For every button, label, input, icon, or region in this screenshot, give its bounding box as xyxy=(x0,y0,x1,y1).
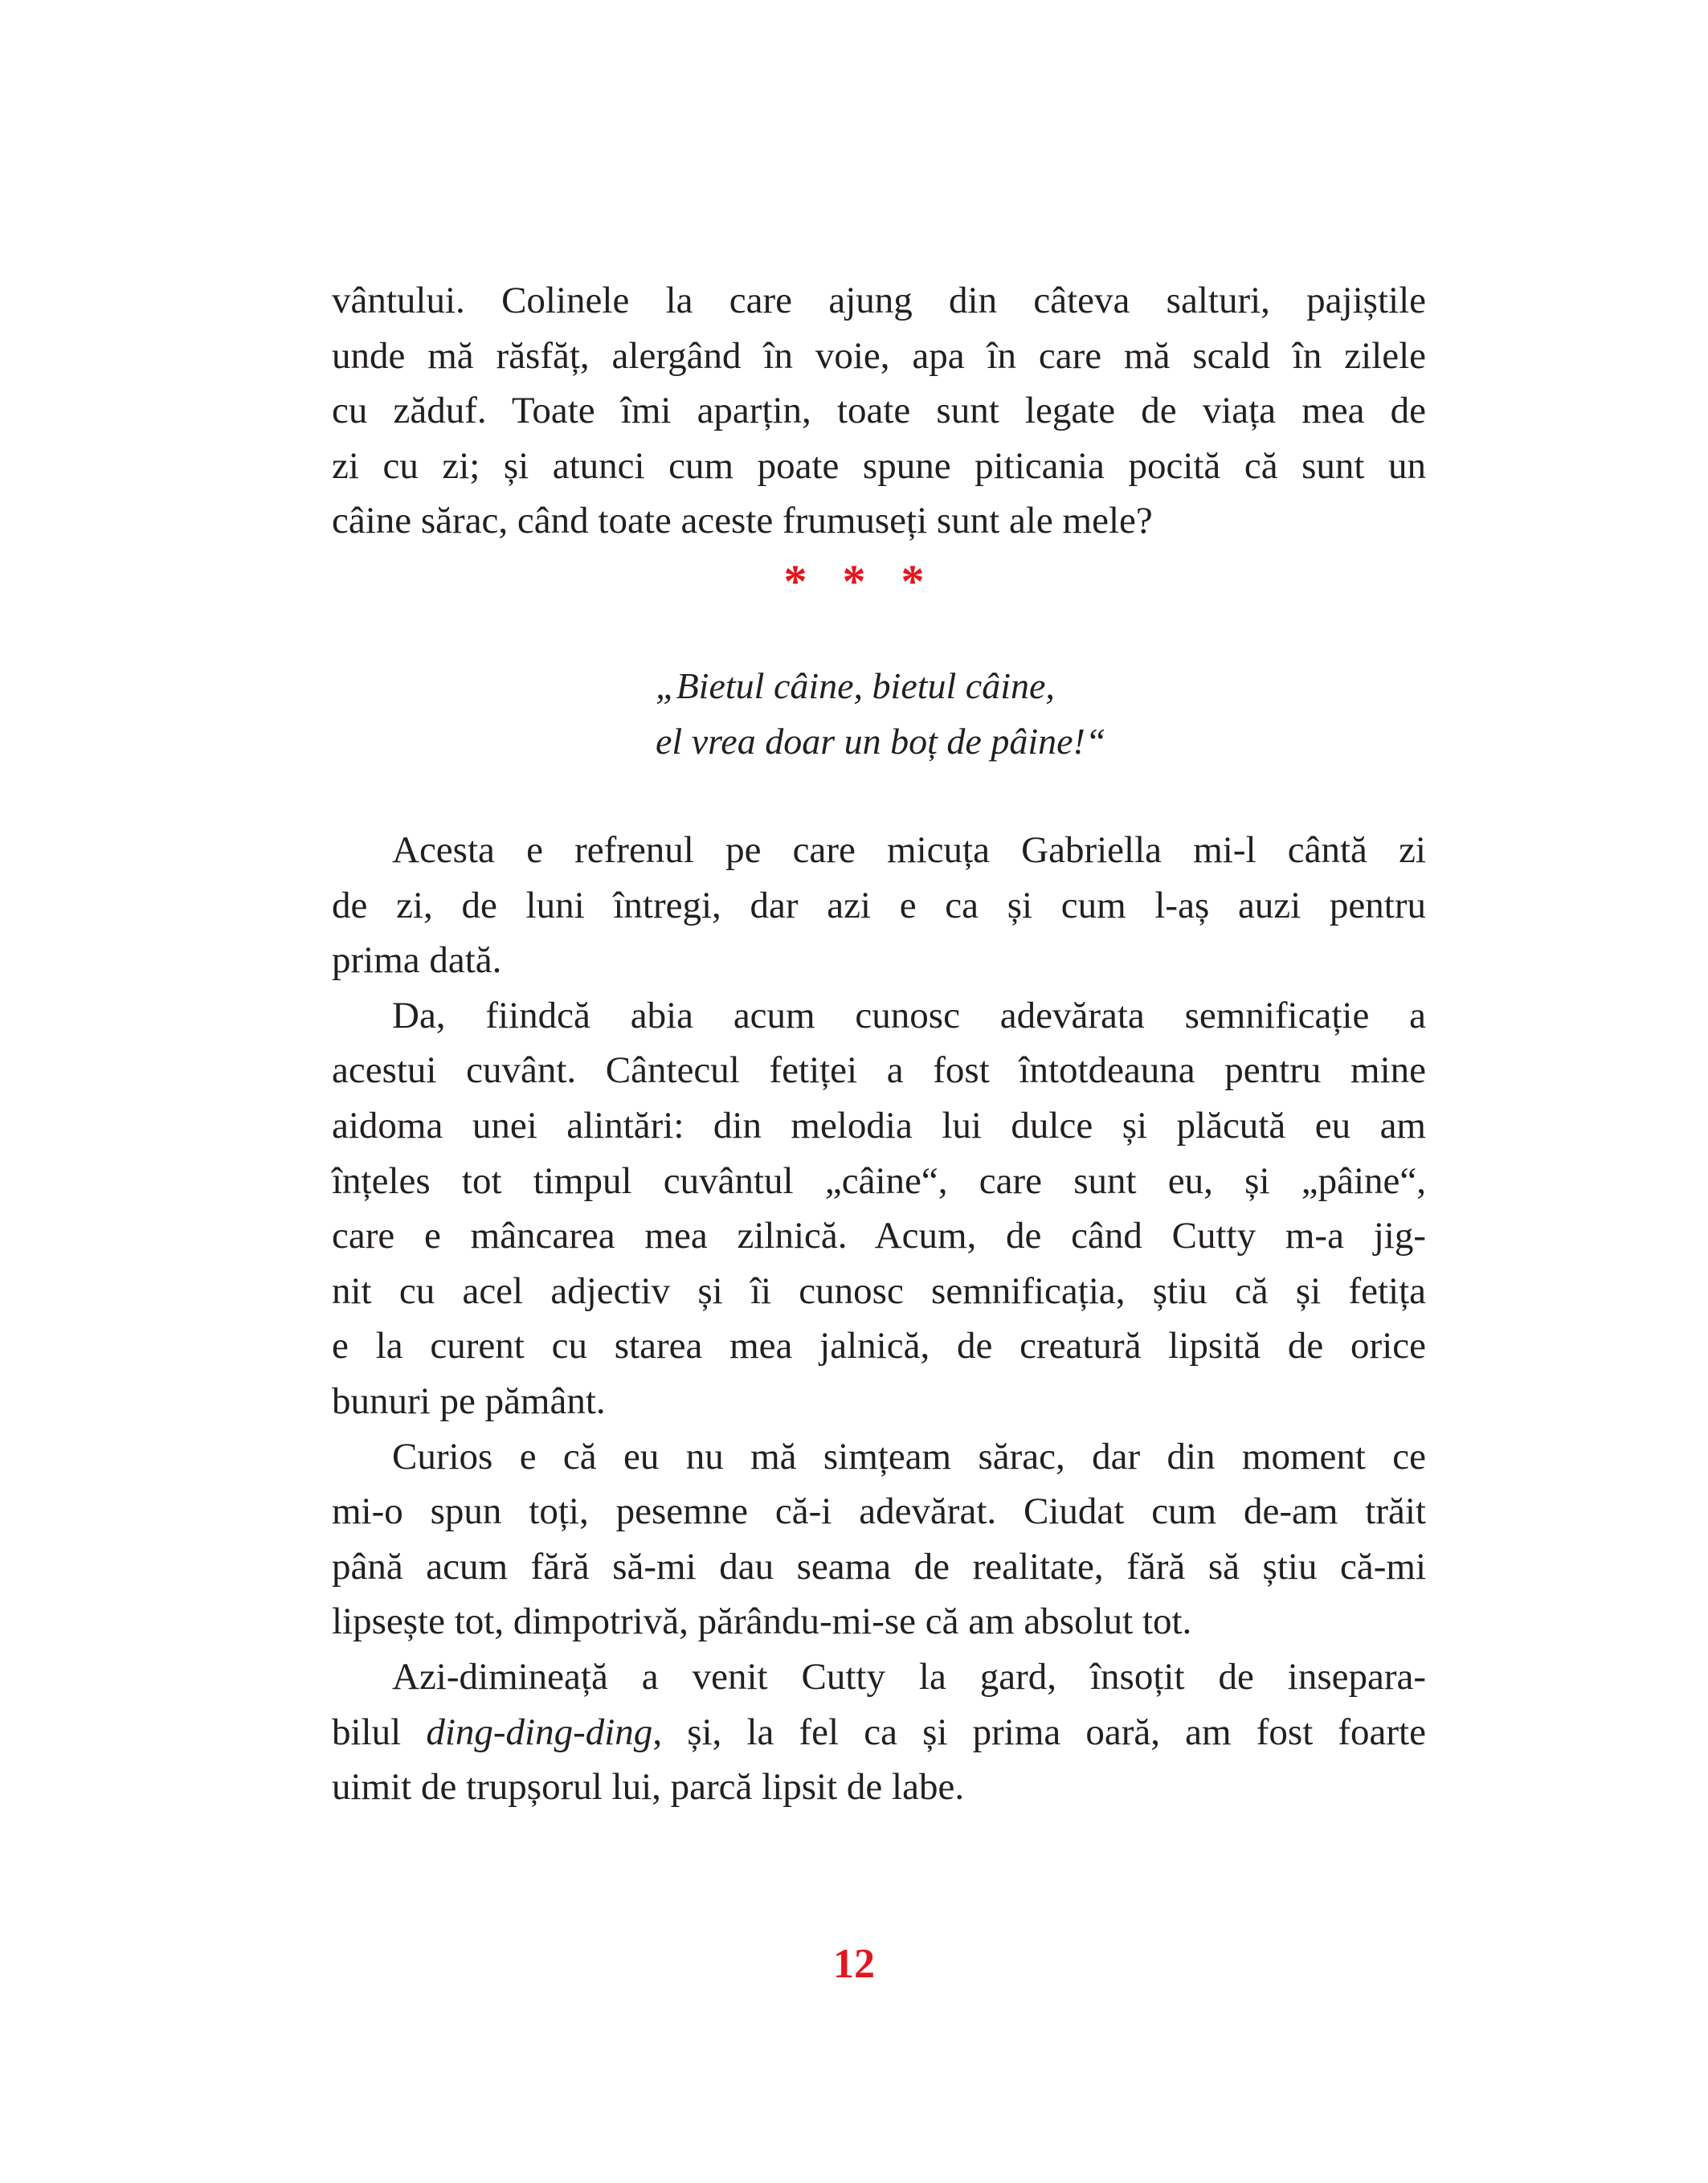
text-block-main xyxy=(332,823,1426,1815)
text-line: nit cu acel adjectiv și îi cunosc semnificația, știu că și fetița xyxy=(332,1269,1426,1312)
text-line: acestui cuvânt. Cântecul fetiței a fost întotdeauna pentru mine xyxy=(332,1049,1426,1092)
text-line xyxy=(332,1705,1426,1760)
text-line: unde mă răsfăț, alergând în voie, apa în care mă scald în zilele xyxy=(332,334,1426,377)
verse-line: el vrea doar un boț de pâine!“ xyxy=(656,720,1106,762)
text-line: Da, fiindcă abia acum cunosc adevărata semnificație a xyxy=(392,994,1426,1036)
text-segment: , și, la fel ca și prima oară, am fost foarte xyxy=(652,1711,1426,1753)
text-line: de zi, de luni întregi, dar azi e ca și cum l-aș auzi pentru xyxy=(332,884,1426,926)
verse-quote xyxy=(656,659,1105,769)
text-line: zi cu zi; și atunci cum poate spune piticania pocită că sunt un xyxy=(332,444,1426,487)
asterisk-ornament: * xyxy=(901,555,925,607)
text-line: uimit de trupșorul lui, parcă lipsit de labe. xyxy=(332,1766,965,1809)
asterisk-ornament: * xyxy=(783,555,807,607)
text-line: cu zăduf. Toate îmi aparțin, toate sunt legate de viața mea de xyxy=(332,390,1426,432)
text-line: Acesta e refrenul pe care micuța Gabriella mi-l cântă zi xyxy=(392,829,1426,871)
asterisk-ornament: * xyxy=(842,555,866,607)
text-line: lipsește tot, dimpotrivă, părându-mi-se că am absolut tot. xyxy=(332,1600,1192,1643)
text-line: vântului. Colinele la care ajung din câteva salturi, pajiștile xyxy=(332,280,1426,321)
text-line: bunuri pe pământ. xyxy=(332,1380,606,1422)
text-line: înțeles tot timpul cuvântul „câine“, care sunt eu, și „pâine“, xyxy=(332,1159,1426,1202)
page-number: 12 xyxy=(833,1941,875,1987)
text-segment: bilul xyxy=(332,1711,427,1753)
verse-line: „Bietul câine, bietul câine, xyxy=(656,665,1055,706)
text-line: prima dată. xyxy=(332,939,502,982)
text-line: Curios e că eu nu mă simțeam sărac, dar din moment ce xyxy=(392,1435,1426,1478)
text-line: câine sărac, când toate aceste frumuseți sunt ale mele? xyxy=(332,500,1153,542)
text-line: mi-o spun toți, pesemne că-i adevărat. Ciudat cum de-am trăit xyxy=(332,1490,1426,1533)
text-line: până acum fără să-mi dau seama de realitate, fără să știu că-mi xyxy=(332,1545,1426,1588)
text-line: aidoma unei alintări: din melodia lui dulce și plăcută eu am xyxy=(332,1104,1426,1147)
text-block-top xyxy=(332,273,1426,549)
text-line: care e mâncarea mea zilnică. Acum, de când Cutty m-a jig- xyxy=(332,1215,1426,1257)
italic-text: ding-ding-ding xyxy=(426,1711,653,1753)
text-line: Azi-dimineață a venit Cutty la gard, însoțit de insepara- xyxy=(392,1655,1426,1698)
text-line: e la curent cu starea mea jalnică, de creatură lipsită de orice xyxy=(332,1325,1426,1367)
section-separator xyxy=(0,554,1708,608)
